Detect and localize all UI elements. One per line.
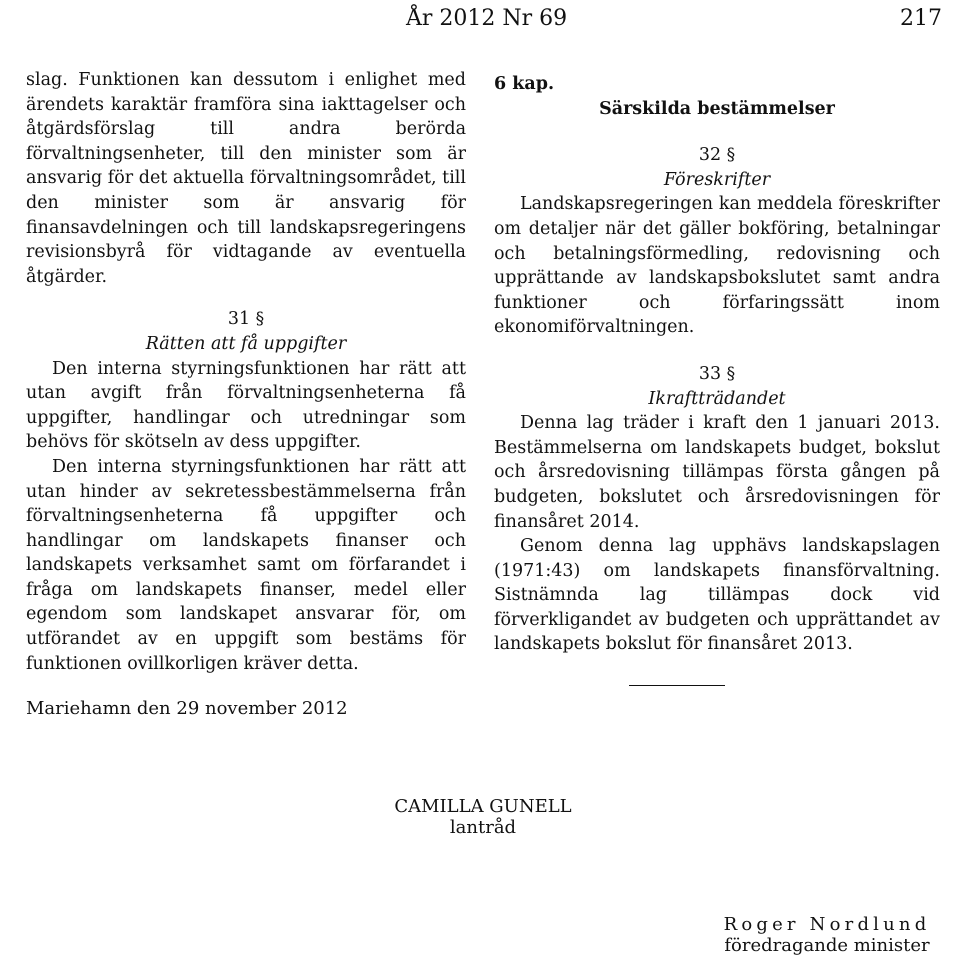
section-33-paragraph-1: Denna lag träder i kraft den 1 januari 2013. Bestämmelserna om landskapets budget, bokslut och årsredovisning tillämpas första gången på budgeten, bokslutet och årsredovisningen för finansåret 2014. xyxy=(494,413,940,532)
section-number: 31 xyxy=(227,309,251,330)
section-32-title: Föreskrifter xyxy=(663,169,771,190)
place-date: Mariehamn den 29 november 2012 xyxy=(26,698,348,719)
signature-block-2 xyxy=(712,914,942,956)
section-31-heading xyxy=(26,307,466,332)
section-31-paragraph-2: Den interna styrningsfunktionen har rätt att utan hinder av sekretessbestämmelserna från förvaltningsenheterna få uppgifter och handlingar om landskapets finanser och landskapets verksamhet samt om förfarandet i fråga om landskapets finanser, medel eller egendom som landskapet ansvarar för, om utförandet av en uppgift som bestäms för funktionen ovillkorligen kräver detta. xyxy=(26,456,466,674)
section-32-paragraph-1: Landskapsregeringen kan meddela föreskrifter om detaljer när det gäller bokföring, betalningar och betalningsförmedling, redovisning och upprättande av landskapsbokslutet samt andra funktioner och förfaringssätt inom ekonomiförvaltningen. xyxy=(494,194,940,338)
page-header xyxy=(0,4,960,38)
right-column xyxy=(494,72,940,686)
section-31-title: Rätten att få uppgifter xyxy=(145,333,347,354)
section-mark: § xyxy=(726,363,736,384)
section-number: 32 xyxy=(698,145,722,166)
chapter-title: Särskilda bestämmelser xyxy=(599,98,835,119)
signer-2-name: Roger Nordlund xyxy=(723,914,931,935)
section-32-heading xyxy=(494,143,940,168)
signer-1-name: CAMILLA GUNELL xyxy=(394,796,572,817)
issue-label: År 2012 Nr 69 xyxy=(406,6,568,31)
section-31-paragraph-1: Den interna styrningsfunktionen har rätt att utan avgift från förvaltningsenheterna få uppgifter, handlingar och utredningar som behövs för skötseln av dess uppgifter. xyxy=(26,358,466,453)
section-number: 33 xyxy=(698,363,722,384)
left-column xyxy=(26,68,466,676)
continuation-paragraph: slag. Funktionen kan dessutom i enlighet med ärendets karaktär framföra sina iakttagelser och åtgärdsförslag till andra berörda förvaltningsenheter, till den minister som är ansvarig för det aktuella förvaltningsområdet, till den minister som är ansvarig för finansavdelningen och till landskapsregeringens revisionsbyrå för vidtagande av eventuella åtgärder. xyxy=(26,70,466,287)
section-33-paragraph-2: Genom denna lag upphävs landskapslagen (1971:43) om landskapets finansförvaltning. Sistnämnda lag tillämpas dock vid förverkligandet av budgeten och upprättandet av landskapets bokslut för finansåret 2013. xyxy=(494,536,940,655)
chapter-number: 6 kap. xyxy=(494,74,555,94)
page-number: 217 xyxy=(900,6,942,31)
signer-1-title: lantråd xyxy=(449,817,517,838)
section-33-heading xyxy=(494,362,940,387)
signer-2-title: föredragande minister xyxy=(724,935,930,956)
signature-block-1 xyxy=(378,796,588,838)
section-33-title: Ikraftträdandet xyxy=(648,388,786,409)
section-mark: § xyxy=(726,145,736,166)
end-rule xyxy=(629,685,725,686)
section-mark: § xyxy=(255,309,265,330)
